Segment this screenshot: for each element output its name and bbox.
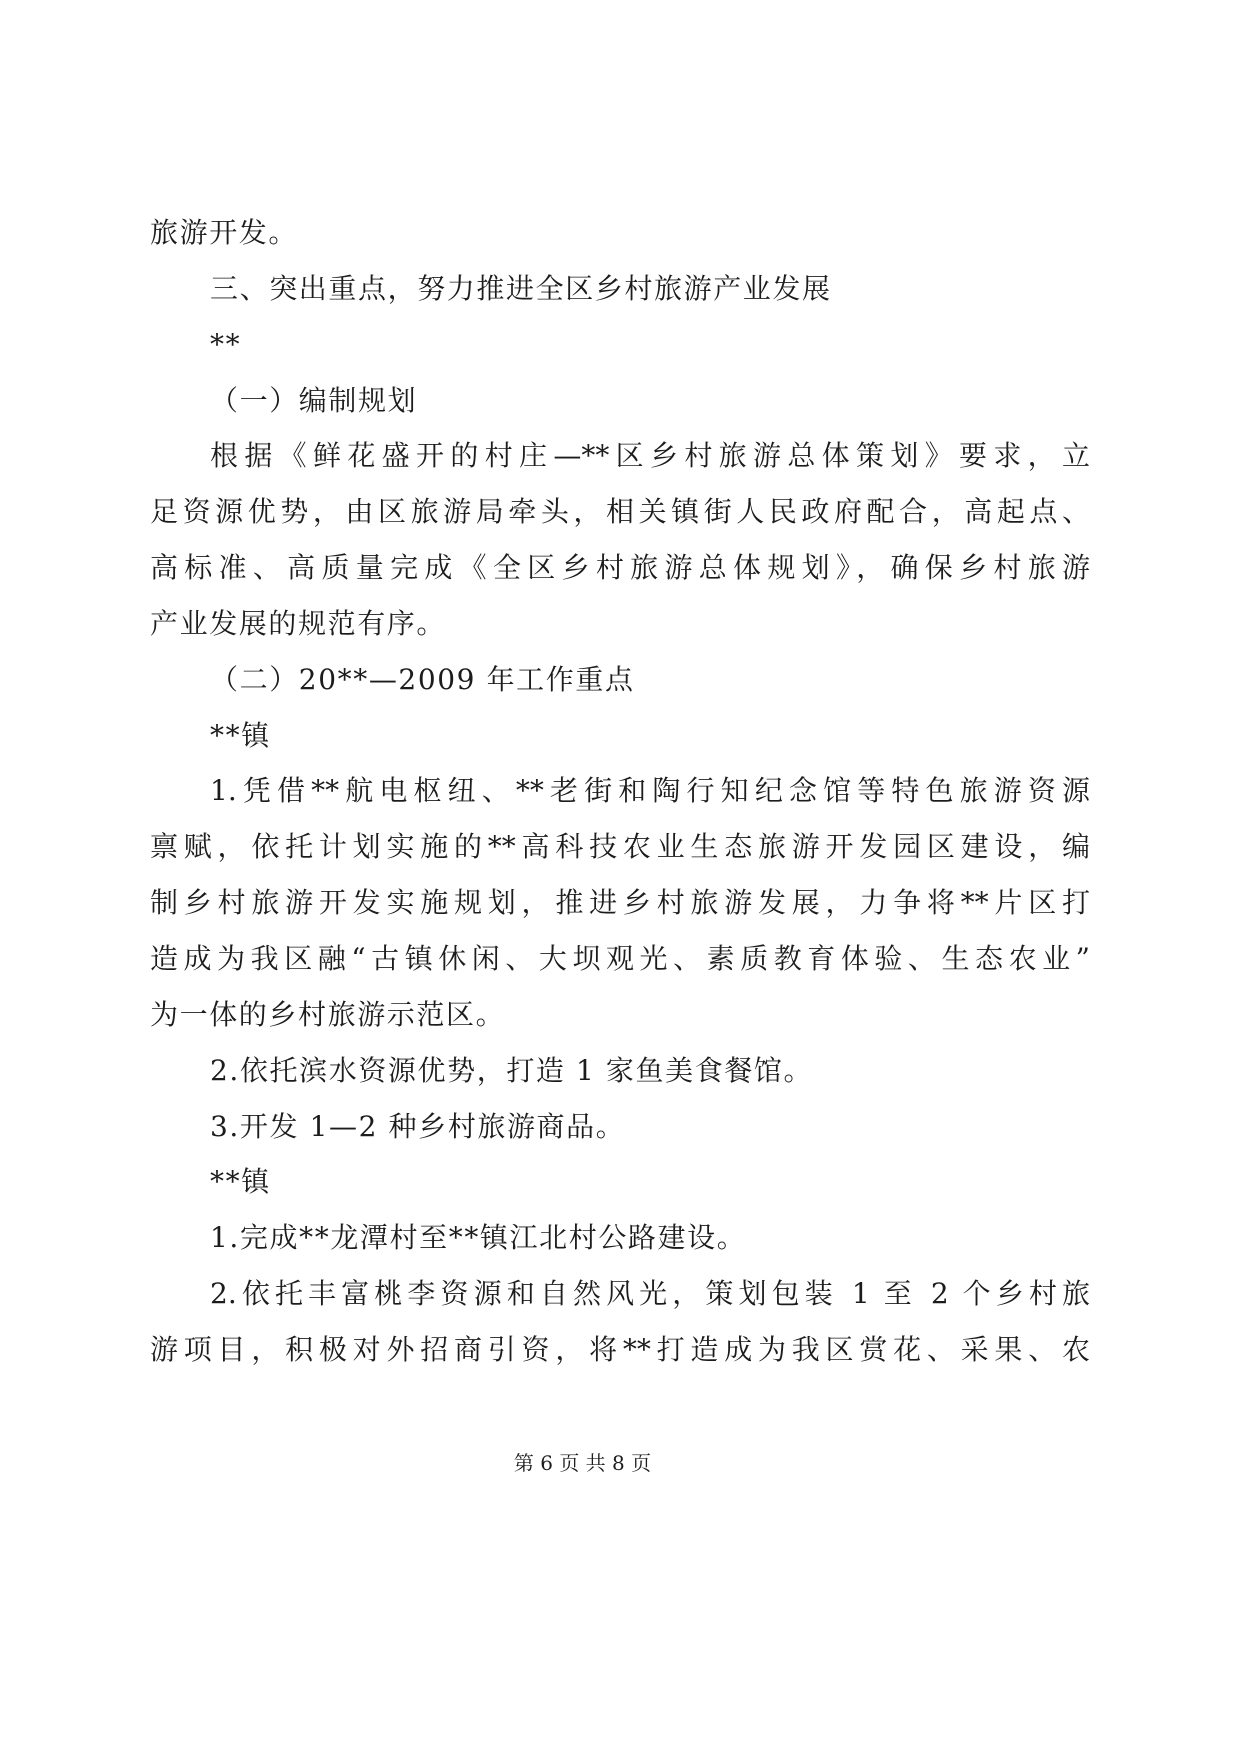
town-label: **镇 [210, 718, 271, 752]
town-label: **镇 [210, 1165, 271, 1199]
list-item-line: 禀赋，依托计划实施的**高科技农业生态旅游开发园区建设，编 [150, 830, 1090, 864]
placeholder-line: ** [210, 327, 242, 361]
list-item-line: 1.完成**龙潭村至**镇江北村公路建设。 [210, 1221, 747, 1255]
list-item-line: 1.凭借**航电枢纽、**老街和陶行知纪念馆等特色旅游资源 [210, 774, 1090, 808]
body-text [150, 205, 1090, 1378]
subheading-work-focus: （二）20**—2009 年工作重点 [210, 662, 635, 696]
section-heading: 三、突出重点，努力推进全区乡村旅游产业发展 [210, 271, 832, 305]
list-item-line: 游项目，积极对外招商引资，将**打造成为我区赏花、采果、农 [150, 1332, 1090, 1366]
list-item-line: 3.开发 1—2 种乡村旅游商品。 [210, 1109, 626, 1143]
list-item-line: 造成为我区融“古镇休闲、大坝观光、素质教育体验、生态农业” [150, 941, 1090, 975]
subheading-planning: （一）编制规划 [210, 383, 418, 417]
list-item-line: 2.依托丰富桃李资源和自然风光，策划包装 1 至 2 个乡村旅 [210, 1277, 1090, 1311]
list-item-line: 制乡村旅游开发实施规划，推进乡村旅游发展，力争将**片区打 [150, 886, 1090, 920]
paragraph-line: 足资源优势，由区旅游局牵头，相关镇街人民政府配合，高起点、 [150, 495, 1090, 529]
list-item-line: 2.依托滨水资源优势，打造 1 家鱼美食餐馆。 [210, 1053, 814, 1087]
list-item-line: 为一体的乡村旅游示范区。 [150, 997, 506, 1031]
paragraph-line: 根据《鲜花盛开的村庄—**区乡村旅游总体策划》要求，立 [210, 439, 1090, 473]
page-number-footer: 第 6 页 共 8 页 [513, 1451, 652, 1475]
paragraph-line: 旅游开发。 [150, 216, 299, 249]
paragraph-line: 产业发展的规范有序。 [150, 606, 447, 640]
paragraph-line: 高标准、高质量完成《全区乡村旅游总体规划》，确保乡村旅游 [150, 551, 1090, 585]
